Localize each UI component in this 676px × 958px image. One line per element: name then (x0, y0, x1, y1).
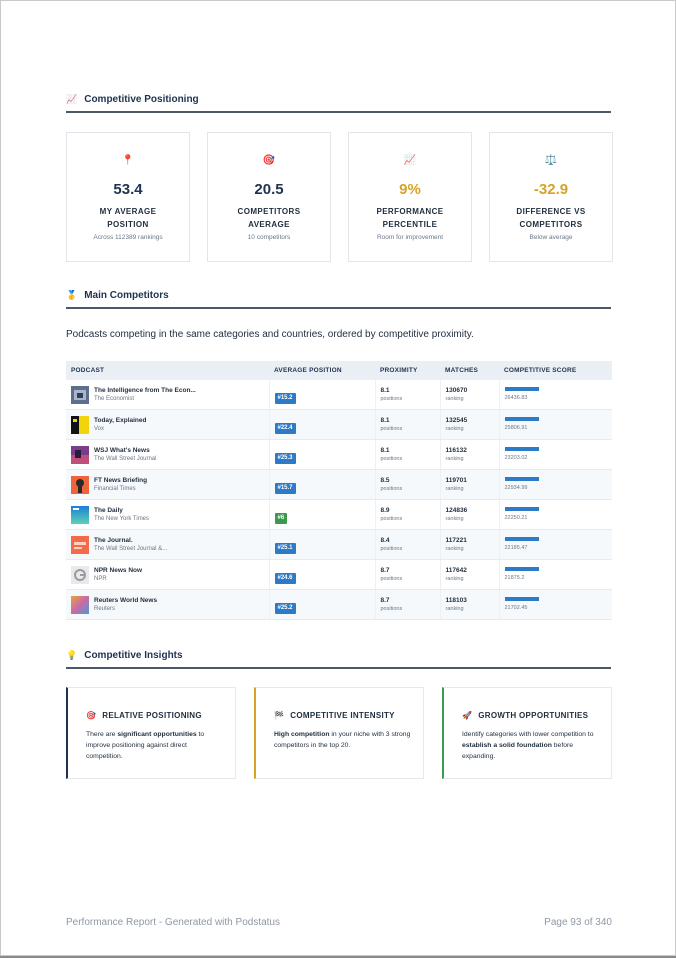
insight-highlight: High competition (274, 731, 330, 738)
podcast-cover-image (71, 596, 89, 614)
section-title: Competitive Insights (84, 650, 183, 661)
score-bar (505, 387, 539, 391)
podcast-name: WSJ What's News (94, 447, 150, 454)
score-bar (505, 597, 539, 601)
proximity-unit: positions (380, 575, 403, 582)
stat-subtext: Room for improvement (376, 234, 444, 241)
competitors-intro: Podcasts competing in the same categories and countries, ordered by competitive proximity. (66, 329, 474, 340)
podcast-cover-image (71, 536, 89, 554)
podcast-name: Today, Explained (94, 417, 147, 424)
footer-generated-by: Performance Report - Generated with Podstatus (66, 917, 280, 928)
matches-unit: ranking (445, 515, 464, 522)
stat-label-line-1: COMPETITORS (237, 207, 301, 216)
podcast-cover-image (71, 506, 89, 524)
podcast-name: Reuters World News (94, 597, 158, 604)
insight-text: to improve positioning against direct competition. (86, 731, 205, 760)
proximity-unit: positions (380, 425, 403, 432)
scale-icon: ⚖️ (544, 155, 558, 166)
matches-value: 116132 (445, 446, 467, 454)
score-bar (505, 417, 539, 421)
table-row (66, 500, 612, 530)
matches-unit: ranking (445, 485, 464, 492)
insight-highlight: significant opportunities (117, 731, 197, 738)
stat-value: -32.9 (533, 181, 569, 198)
stat-label-line-2: PERCENTILE (382, 219, 438, 229)
score-value: 26436.83 (504, 394, 528, 401)
position-badge: #25.3 (275, 453, 296, 464)
section-title: Competitive Positioning (84, 94, 199, 105)
matches-value: 117642 (445, 566, 467, 574)
proximity-value: 8.7 (380, 596, 390, 604)
stat-value: 20.5 (254, 181, 284, 198)
column-header-proximity: PROXIMITY (375, 361, 440, 380)
proximity-unit: positions (380, 485, 403, 492)
table-row (66, 560, 612, 590)
podcast-name: FT News Briefing (94, 477, 148, 484)
matches-value: 130670 (445, 386, 468, 394)
podcast-publisher: The Economist (94, 396, 135, 402)
proximity-value: 8.4 (380, 536, 390, 544)
matches-unit: ranking (445, 455, 464, 462)
insight-text: There are (86, 731, 118, 738)
insight-title-text: RELATIVE POSITIONING (102, 711, 202, 720)
podcast-cover-image (71, 446, 89, 464)
podcast-name: The Daily (94, 507, 123, 514)
stat-subtext: 10 competitors (247, 234, 291, 241)
table-row (66, 470, 612, 500)
insight-text: before expanding. (462, 742, 574, 760)
lightbulb-icon: 💡 (66, 650, 78, 660)
matches-unit: ranking (445, 425, 464, 432)
proximity-value: 8.9 (380, 506, 390, 514)
podcast-name: NPR News Now (94, 567, 143, 574)
podcast-publisher: Vox (94, 426, 105, 432)
stat-card-competitors-average (207, 132, 331, 262)
stat-label (73, 206, 183, 231)
position-badge: #15.2 (275, 393, 296, 404)
stat-label-line-2: COMPETITORS (519, 219, 583, 229)
podcast-publisher: Financial Times (94, 486, 136, 492)
score-bar (505, 507, 539, 511)
podcast-publisher: The New York Times (94, 516, 150, 522)
insight-card-relative-positioning (66, 687, 236, 779)
insight-text: Identify categories with lower competition to (462, 731, 594, 738)
column-header-podcast: PODCAST (66, 361, 269, 380)
score-value: 25806.91 (504, 424, 528, 431)
matches-value: 118103 (445, 596, 467, 604)
stat-label-line-2: AVERAGE (248, 219, 290, 229)
chart-icon: 📈 (66, 94, 78, 104)
table-row (66, 530, 612, 560)
matches-unit: ranking (445, 545, 464, 552)
table-header-row (66, 361, 612, 380)
score-bar (505, 567, 539, 571)
rocket-icon: 🚀 (462, 711, 473, 720)
proximity-unit: positions (380, 455, 403, 462)
insight-body (462, 729, 601, 762)
position-badge: #24.6 (275, 573, 296, 584)
footer-page-number: Page 93 of 340 (544, 917, 612, 928)
podcast-cover-image (71, 476, 89, 494)
podcast-name: The Journal. (94, 537, 133, 544)
matches-unit: ranking (445, 605, 464, 612)
matches-value: 119701 (445, 476, 467, 484)
insight-title (86, 711, 202, 720)
competitors-table (66, 361, 612, 620)
score-value: 22250.21 (504, 514, 528, 521)
column-header-matches: MATCHES (440, 361, 499, 380)
insight-title-text: GROWTH OPPORTUNITIES (478, 711, 589, 720)
table-row (66, 590, 612, 620)
podcast-cover-image (71, 416, 89, 434)
matches-unit: ranking (445, 575, 464, 582)
insight-title (462, 711, 588, 720)
position-badge: #15.7 (275, 483, 296, 494)
stat-label (496, 206, 606, 231)
insight-body (86, 729, 225, 762)
score-bar (505, 447, 539, 451)
column-header-average-position: AVERAGE POSITION (269, 361, 375, 380)
insight-body (274, 729, 413, 751)
stat-card-my-average (66, 132, 190, 262)
stat-value: 53.4 (113, 181, 143, 198)
trend-up-icon: 📈 (403, 155, 417, 166)
proximity-value: 8.1 (380, 416, 390, 424)
table-row (66, 440, 612, 470)
insight-card-growth-opportunities (442, 687, 612, 779)
stat-label-line-2: POSITION (107, 219, 149, 229)
proximity-unit: positions (380, 545, 403, 552)
target-icon: 🎯 (262, 155, 276, 166)
positioning-stats (66, 132, 612, 262)
section-title: Main Competitors (84, 290, 169, 301)
position-badge: #22.4 (275, 423, 296, 434)
insight-card-competitive-intensity (254, 687, 424, 779)
table-row (66, 380, 612, 410)
podcast-publisher: Reuters (94, 606, 116, 612)
stat-card-difference (489, 132, 613, 262)
podcast-publisher: The Wall Street Journal (94, 456, 157, 462)
position-badge: #25.2 (275, 603, 296, 614)
matches-value: 117221 (445, 536, 467, 544)
stat-subtext: Across 112389 rankings (93, 234, 163, 241)
stat-label-line-1: DIFFERENCE VS (516, 207, 586, 216)
proximity-value: 8.7 (380, 566, 390, 574)
podcast-publisher: The Wall Street Journal &... (94, 546, 168, 552)
score-value: 22185.47 (504, 544, 528, 551)
insight-title-text: COMPETITIVE INTENSITY (290, 711, 395, 720)
matches-unit: ranking (445, 395, 464, 402)
main-competitors-header (66, 290, 611, 309)
stat-label (214, 206, 324, 231)
insight-title (274, 711, 395, 720)
podcast-name: The Intelligence from The Econ... (94, 387, 196, 394)
insight-text: in your niche with 3 strong competitors in the top 20. (274, 731, 411, 749)
proximity-value: 8.5 (380, 476, 390, 484)
pin-icon: 📍 (121, 155, 135, 166)
proximity-unit: positions (380, 395, 403, 402)
proximity-value: 8.1 (380, 386, 390, 394)
position-badge: #6 (275, 513, 288, 524)
score-bar (505, 537, 539, 541)
proximity-value: 8.1 (380, 446, 390, 454)
insights-cards (66, 687, 612, 779)
podcast-cover-image (71, 386, 89, 404)
podcast-publisher: NPR (94, 576, 107, 582)
stat-subtext: Below average (529, 234, 573, 241)
matches-value: 124836 (445, 506, 468, 514)
podium-icon: 🥇 (66, 290, 78, 300)
score-value: 23203.02 (504, 454, 528, 461)
proximity-unit: positions (380, 605, 403, 612)
flag-icon: 🏁 (274, 711, 285, 720)
position-badge: #25.1 (275, 543, 296, 554)
column-header-competitive-score: COMPETITIVE SCORE (499, 361, 612, 380)
stat-label (355, 206, 465, 231)
score-value: 21702.45 (504, 604, 528, 611)
proximity-unit: positions (380, 515, 403, 522)
stat-label-line-1: PERFORMANCE (376, 207, 444, 216)
competitive-positioning-header (66, 94, 611, 113)
stat-card-performance-percentile (348, 132, 472, 262)
table-row (66, 410, 612, 440)
podcast-cover-image (71, 566, 89, 584)
target-icon: 🎯 (86, 711, 97, 720)
score-value: 22934.99 (504, 484, 528, 491)
competitive-insights-header (66, 650, 611, 669)
score-value: 21875.2 (504, 574, 525, 581)
matches-value: 132545 (445, 416, 468, 424)
stat-label-line-1: MY AVERAGE (99, 207, 157, 216)
score-bar (505, 477, 539, 481)
insight-highlight: establish a solid foundation (462, 742, 552, 749)
stat-value: 9% (399, 181, 421, 198)
